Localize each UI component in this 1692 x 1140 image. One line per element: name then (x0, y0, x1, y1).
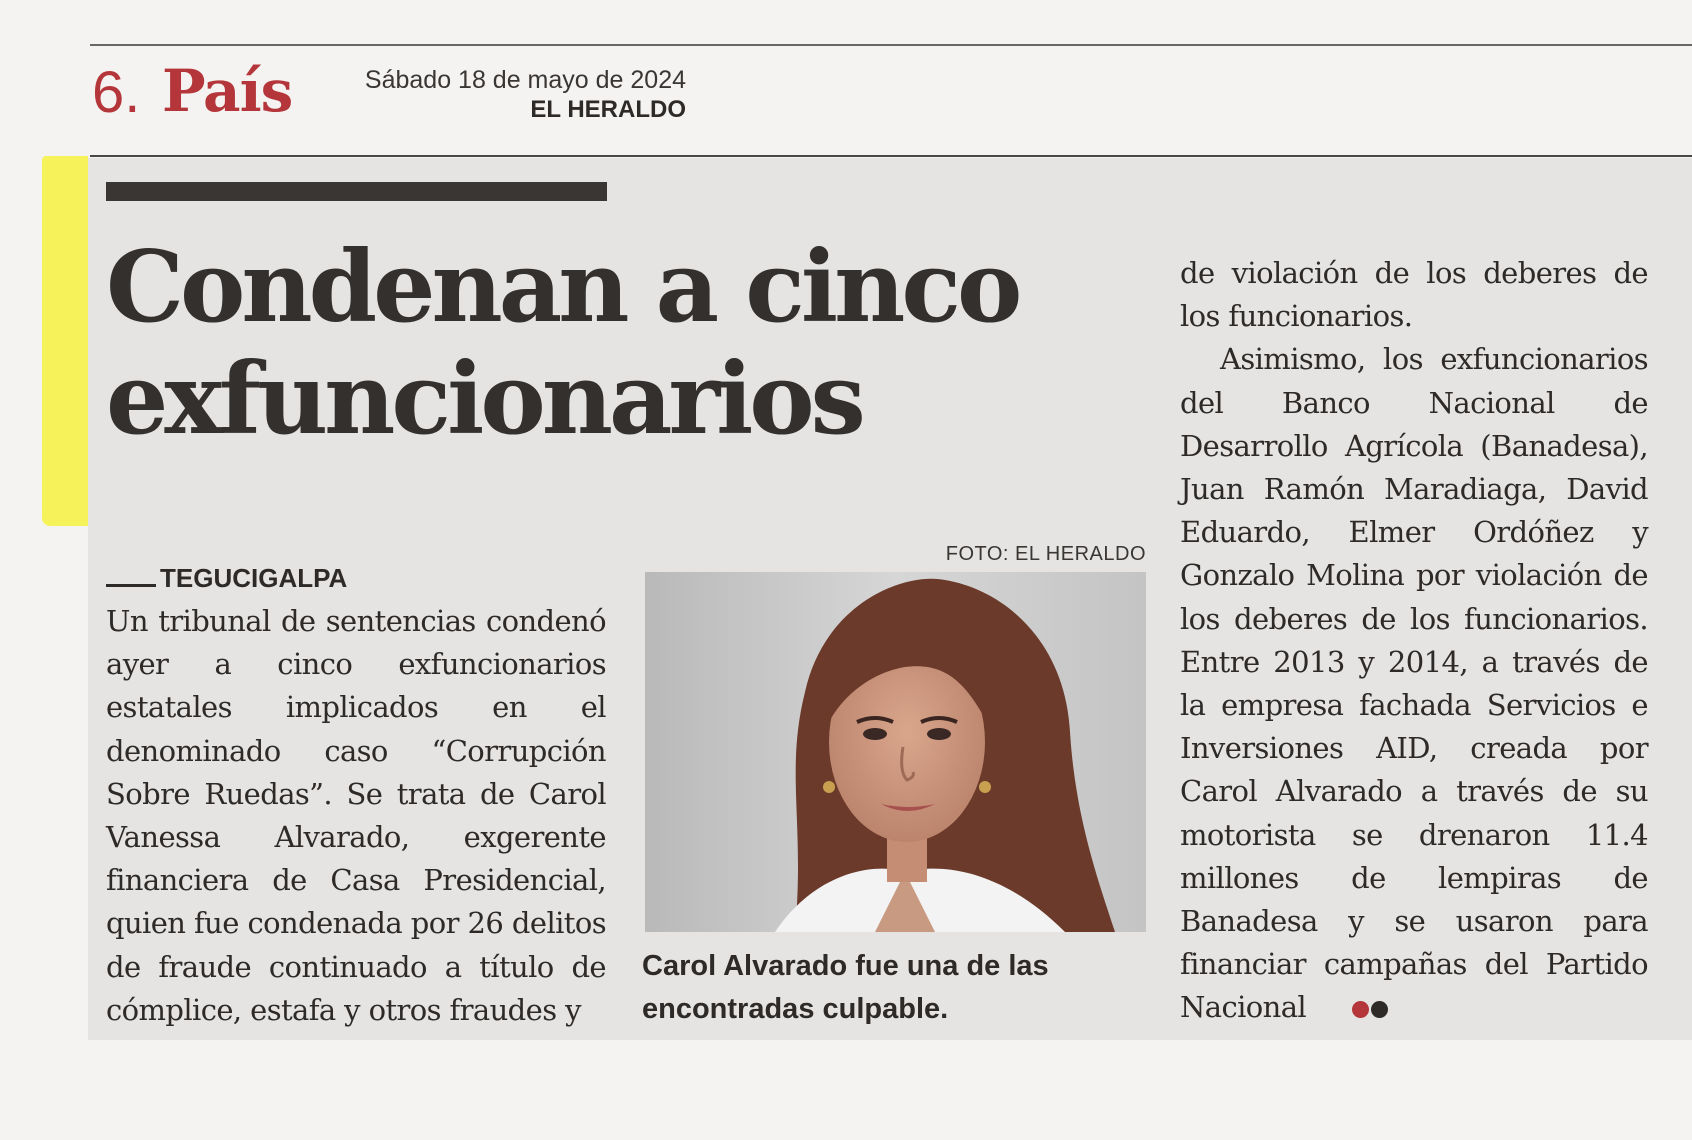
dateline (106, 563, 347, 594)
end-mark-icon (1310, 986, 1388, 1029)
article-column-3 (1180, 252, 1648, 1030)
dateline-rule (106, 584, 156, 587)
portrait-illustration (645, 572, 1146, 932)
column3-paragraph-1: de violación de los deberes de los funcionarios. (1180, 256, 1648, 334)
section-name: País (162, 57, 293, 125)
end-dot-red (1352, 1001, 1369, 1018)
headline: Condenan a cinco exfuncionarios (106, 230, 1019, 457)
column3-paragraph-2-text: Asimismo, los exfuncionarios del Banco Nacional de Desarrollo Agrícola (Banadesa), Juan Ramón Maradiaga, David Eduardo, Elmer Ordóñez y Gonzalo Molina por violación de los deberes de los funcionarios. Entre 2013 y 2014, a través de la empresa fachada Servicios e Inversiones AID, creada por Carol Alvarado a través de su motorista se drenaron 11.4 millones de lempiras de Banadesa y se usaron para financiar campañas del Partido Nacional (1180, 342, 1648, 1025)
header-rule (90, 155, 1692, 157)
highlighter-mark (42, 156, 88, 526)
page-number: 6. (92, 60, 141, 125)
article-photo (645, 572, 1146, 932)
article-column-1: Un tribunal de sentencias condenó ayer a cinco exfuncionarios estatales implicados en el denominado caso “Corrupción Sobre Ruedas”. Se trata de Carol Vanessa Alvarado, exgerente financiera de Casa Presidencial, quien fue condenada por 26 delitos de fraude continuado a título de cómplice, estafa y otros fraudes y (106, 604, 606, 1027)
dateline-text: TEGUCIGALPA (160, 563, 348, 593)
photo-credit: FOTO: EL HERALDO (945, 543, 1146, 565)
newspaper-name: EL HERALDO (530, 96, 686, 123)
publication-date: Sábado 18 de mayo de 2024 (364, 66, 686, 94)
top-rule (90, 44, 1692, 46)
end-dot-black (1371, 1001, 1388, 1018)
photo-caption: Carol Alvarado fue una de las encontradas culpable. (642, 950, 1049, 1025)
kicker-bar (106, 182, 607, 201)
column3-paragraph-2 (1180, 338, 1648, 1029)
